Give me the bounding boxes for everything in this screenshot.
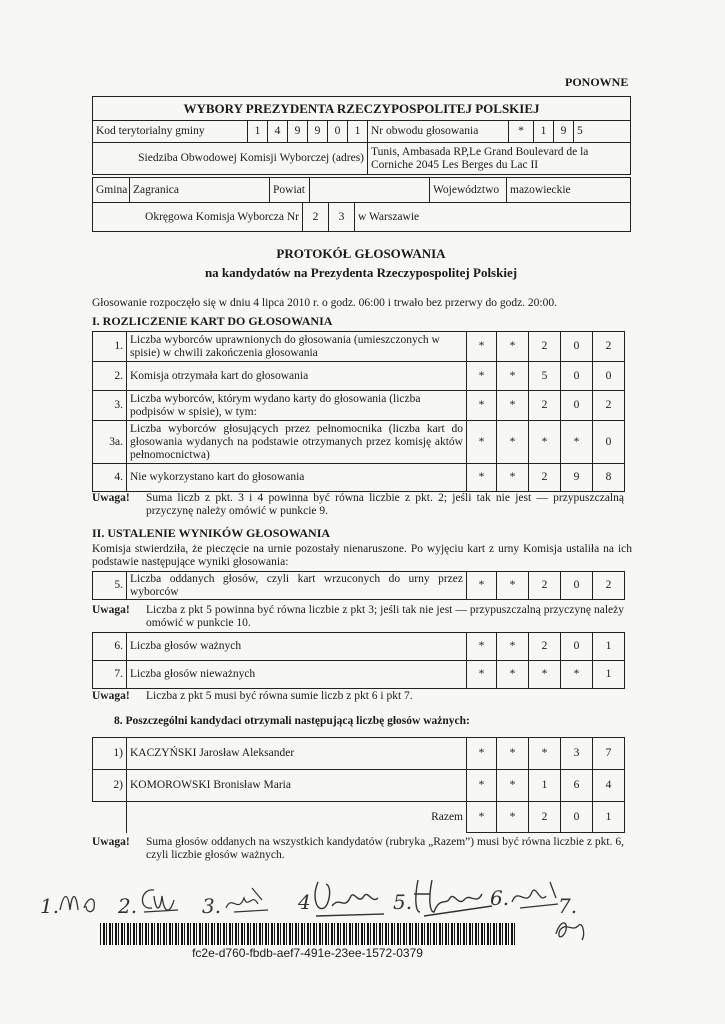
digit-cell: 2 — [529, 332, 561, 362]
kod-digit: 1 — [248, 121, 268, 143]
barcode-text: fc2e-d760-fbdb-aef7-491e-23ee-1572-0379 — [192, 946, 423, 960]
digit-cell: 1 — [593, 802, 625, 833]
digit-cell: * — [497, 332, 529, 362]
row-number: 3a. — [93, 421, 127, 464]
digit-cell: * — [467, 572, 497, 600]
candidate-name: KACZYŃSKI Jarosław Aleksander — [127, 738, 467, 770]
digit-cell: * — [497, 770, 529, 802]
nr-digit: 9 — [554, 121, 574, 143]
okregowa-table — [92, 202, 631, 232]
section1-table — [92, 331, 625, 492]
section2-title: II. USTALENIE WYNIKÓW GŁOSOWANIA — [92, 526, 331, 540]
digit-cell: * — [497, 391, 529, 421]
digit-cell: * — [467, 661, 497, 689]
gmina-table — [92, 177, 631, 203]
signature-number: 7. — [558, 894, 578, 918]
row-label: Liczba głosów nieważnych — [127, 661, 467, 689]
powiat-label: Powiat — [270, 178, 310, 203]
signature-3 — [222, 884, 272, 918]
digit-cell: 1 — [593, 633, 625, 661]
digit-cell: * — [467, 464, 497, 492]
row-label: Nie wykorzystano kart do głosowania — [127, 464, 467, 492]
barcode — [100, 923, 515, 945]
rows67-table — [92, 632, 625, 689]
row-number: 7. — [93, 661, 127, 689]
header-table — [92, 96, 631, 175]
digit-cell: 2 — [529, 633, 561, 661]
election-title: WYBORY PREZYDENTA RZECZYPOSPOLITEJ POLSKIEJ — [93, 97, 631, 121]
razem-spacer — [93, 802, 127, 833]
digit-cell: * — [497, 362, 529, 391]
digit-cell: * — [561, 421, 593, 464]
digit-cell: * — [497, 421, 529, 464]
signature-number: 4 — [298, 890, 311, 914]
razem-label: Razem — [127, 802, 467, 833]
warning-text: Liczba z pkt 5 powinna być równa liczbie z pkt 3; jeśli tak nie jest — przypuszczalną przyczynę należy omówić w punkcie 10. — [146, 604, 624, 629]
row-label: Liczba wyborców, którym wydano karty do głosowania (liczba podpisów w spisie), w tym: — [127, 391, 467, 421]
digit-cell: 0 — [561, 362, 593, 391]
signature-6 — [506, 878, 566, 914]
signature-7 — [552, 914, 592, 946]
candidate-number: 2) — [93, 770, 127, 802]
row-number: 1. — [93, 332, 127, 362]
digit-cell: 0 — [593, 421, 625, 464]
signature-number: 1. — [40, 894, 60, 918]
kod-digit: 9 — [308, 121, 328, 143]
voting-start-text: Głosowanie rozpoczęło się w dniu 4 lipca 2010 r. o godz. 06:00 i trwało bez przerwy do godz. 20:00. — [92, 297, 557, 309]
wojewodztwo-value: mazowieckie — [507, 178, 631, 203]
row-label: Liczba głosów ważnych — [127, 633, 467, 661]
warning-label: Uwaga! — [92, 492, 130, 504]
row-number: 2. — [93, 362, 127, 391]
kod-digit: 1 — [348, 121, 368, 143]
digit-cell: 2 — [593, 332, 625, 362]
digit-cell: * — [497, 661, 529, 689]
warning-1 — [92, 492, 624, 518]
digit-cell: 2 — [529, 802, 561, 833]
ponowne-label: PONOWNE — [565, 75, 629, 89]
digit-cell: * — [467, 633, 497, 661]
nr-digit: 1 — [534, 121, 554, 143]
digit-cell: 5 — [529, 362, 561, 391]
digit-cell: * — [497, 633, 529, 661]
candidate-name: KOMOROWSKI Bronisław Maria — [127, 770, 467, 802]
digit-cell: * — [467, 391, 497, 421]
row-number: 3. — [93, 391, 127, 421]
digit-cell: * — [467, 802, 497, 833]
digit-cell: 0 — [561, 802, 593, 833]
digit-cell: 1 — [529, 770, 561, 802]
warning-5 — [92, 604, 624, 630]
digit-cell: 2 — [593, 572, 625, 600]
nr-digit: 5 — [574, 121, 631, 143]
digit-cell: 0 — [561, 332, 593, 362]
warning-8 — [92, 836, 624, 862]
digit-cell: * — [561, 661, 593, 689]
kod-digit: 9 — [288, 121, 308, 143]
digit-cell: 0 — [561, 391, 593, 421]
digit-cell: 2 — [529, 391, 561, 421]
digit-cell: 0 — [593, 362, 625, 391]
kod-digit: 0 — [328, 121, 348, 143]
gmina-value: Zagranica — [130, 178, 270, 203]
section2-intro: Komisja stwierdziła, że pieczęcie na urnie pozostały nienaruszone. Po wyjęciu kart z urny Komisja ustaliła na ich podstawie następujące wyniki głosowania: — [92, 543, 632, 568]
signature-number: 2. — [118, 894, 138, 918]
digit-cell: 2 — [593, 391, 625, 421]
digit-cell: * — [467, 770, 497, 802]
signature-2 — [134, 882, 184, 918]
signature-number: 6. — [490, 886, 510, 910]
protocol-title: PROTOKÓŁ GŁOSOWANIA — [276, 246, 446, 261]
digit-cell: * — [467, 332, 497, 362]
candidates-table — [92, 737, 625, 833]
row-label: Liczba wyborców uprawnionych do głosowania (umieszczonych w spisie) w chwili zakończenia głosowania — [127, 332, 467, 362]
row5-table — [92, 571, 625, 600]
digit-cell: * — [467, 421, 497, 464]
digit-cell: 6 — [561, 770, 593, 802]
digit-cell: 2 — [529, 464, 561, 492]
digit-cell: * — [529, 421, 561, 464]
row-number: 5. — [93, 572, 127, 600]
row-label: Liczba wyborców głosujących przez pełnomocnika (liczba kart do głosowania wydanych na podstawie otrzymanych przez komisję aktów pełnomocnictwa) — [127, 421, 467, 464]
siedziba-label: Siedziba Obwodowej Komisji Wyborczej (adres) — [93, 143, 368, 175]
digit-cell: 4 — [593, 770, 625, 802]
warning-label: Uwaga! — [92, 690, 130, 702]
digit-cell: 2 — [529, 572, 561, 600]
digit-cell: 3 — [561, 738, 593, 770]
candidate-number: 1) — [93, 738, 127, 770]
signature-5 — [410, 876, 500, 920]
digit-cell: * — [497, 802, 529, 833]
digit-cell: 1 — [593, 661, 625, 689]
row-label: Komisja otrzymała kart do głosowania — [127, 362, 467, 391]
okregowa-city: w Warszawie — [355, 203, 631, 232]
powiat-value — [310, 178, 430, 203]
digit-cell: * — [467, 362, 497, 391]
digit-cell: * — [467, 738, 497, 770]
digit-cell: * — [529, 738, 561, 770]
okregowa-label: Okręgowa Komisja Wyborcza Nr — [93, 203, 303, 232]
wojewodztwo-label: Województwo — [430, 178, 507, 203]
kod-digit: 4 — [268, 121, 288, 143]
item8-heading: 8. Poszczególni kandydaci otrzymali następującą liczbę głosów ważnych: — [114, 715, 470, 727]
digit-cell: 9 — [561, 464, 593, 492]
nr-digit: * — [509, 121, 534, 143]
signature-number: 5. — [393, 890, 413, 914]
digit-cell: 0 — [561, 572, 593, 600]
digit-cell: * — [497, 464, 529, 492]
digit-cell: 8 — [593, 464, 625, 492]
okregowa-digit: 2 — [303, 203, 329, 232]
warning-label: Uwaga! — [92, 836, 130, 848]
digit-cell: * — [497, 572, 529, 600]
digit-cell: * — [497, 738, 529, 770]
row-number: 4. — [93, 464, 127, 492]
warning-text: Liczba z pkt 5 musi być równa sumie liczb z pkt 6 i pkt 7. — [146, 690, 413, 702]
kod-label: Kod terytorialny gminy — [93, 121, 248, 143]
signature-1 — [58, 888, 103, 918]
warning-text: Suma głosów oddanych na wszystkich kandydatów (rubryka „Razem”) musi być równa liczbie z pkt. 6, czyli liczbie głosów ważnych. — [146, 836, 624, 861]
section1-title: I. ROZLICZENIE KART DO GŁOSOWANIA — [92, 314, 333, 328]
row-number: 6. — [93, 633, 127, 661]
nr-label: Nr obwodu głosowania — [368, 121, 509, 143]
row-label: Liczba oddanych głosów, czyli kart wrzuconych do urny przez wyborców — [127, 572, 467, 600]
signature-number: 3. — [202, 894, 222, 918]
digit-cell: 7 — [593, 738, 625, 770]
digit-cell: 0 — [561, 633, 593, 661]
warning-7 — [92, 690, 624, 703]
okregowa-digit: 3 — [329, 203, 355, 232]
warning-text: Suma liczb z pkt. 3 i 4 powinna być równa liczbie z pkt. 2; jeśli tak nie jest — przypuszczalną przyczynę należy omówić w punkcie 9. — [146, 492, 624, 517]
gmina-label: Gmina — [93, 178, 130, 203]
digit-cell: * — [529, 661, 561, 689]
protocol-subtitle: na kandydatów na Prezydenta Rzeczypospolitej Polskiej — [204, 265, 518, 280]
warning-label: Uwaga! — [92, 604, 130, 616]
siedziba-value: Tunis, Ambasada RP,Le Grand Boulevard de la Corniche 2045 Les Berges du Lac II — [368, 143, 631, 175]
signature-4 — [310, 876, 390, 920]
